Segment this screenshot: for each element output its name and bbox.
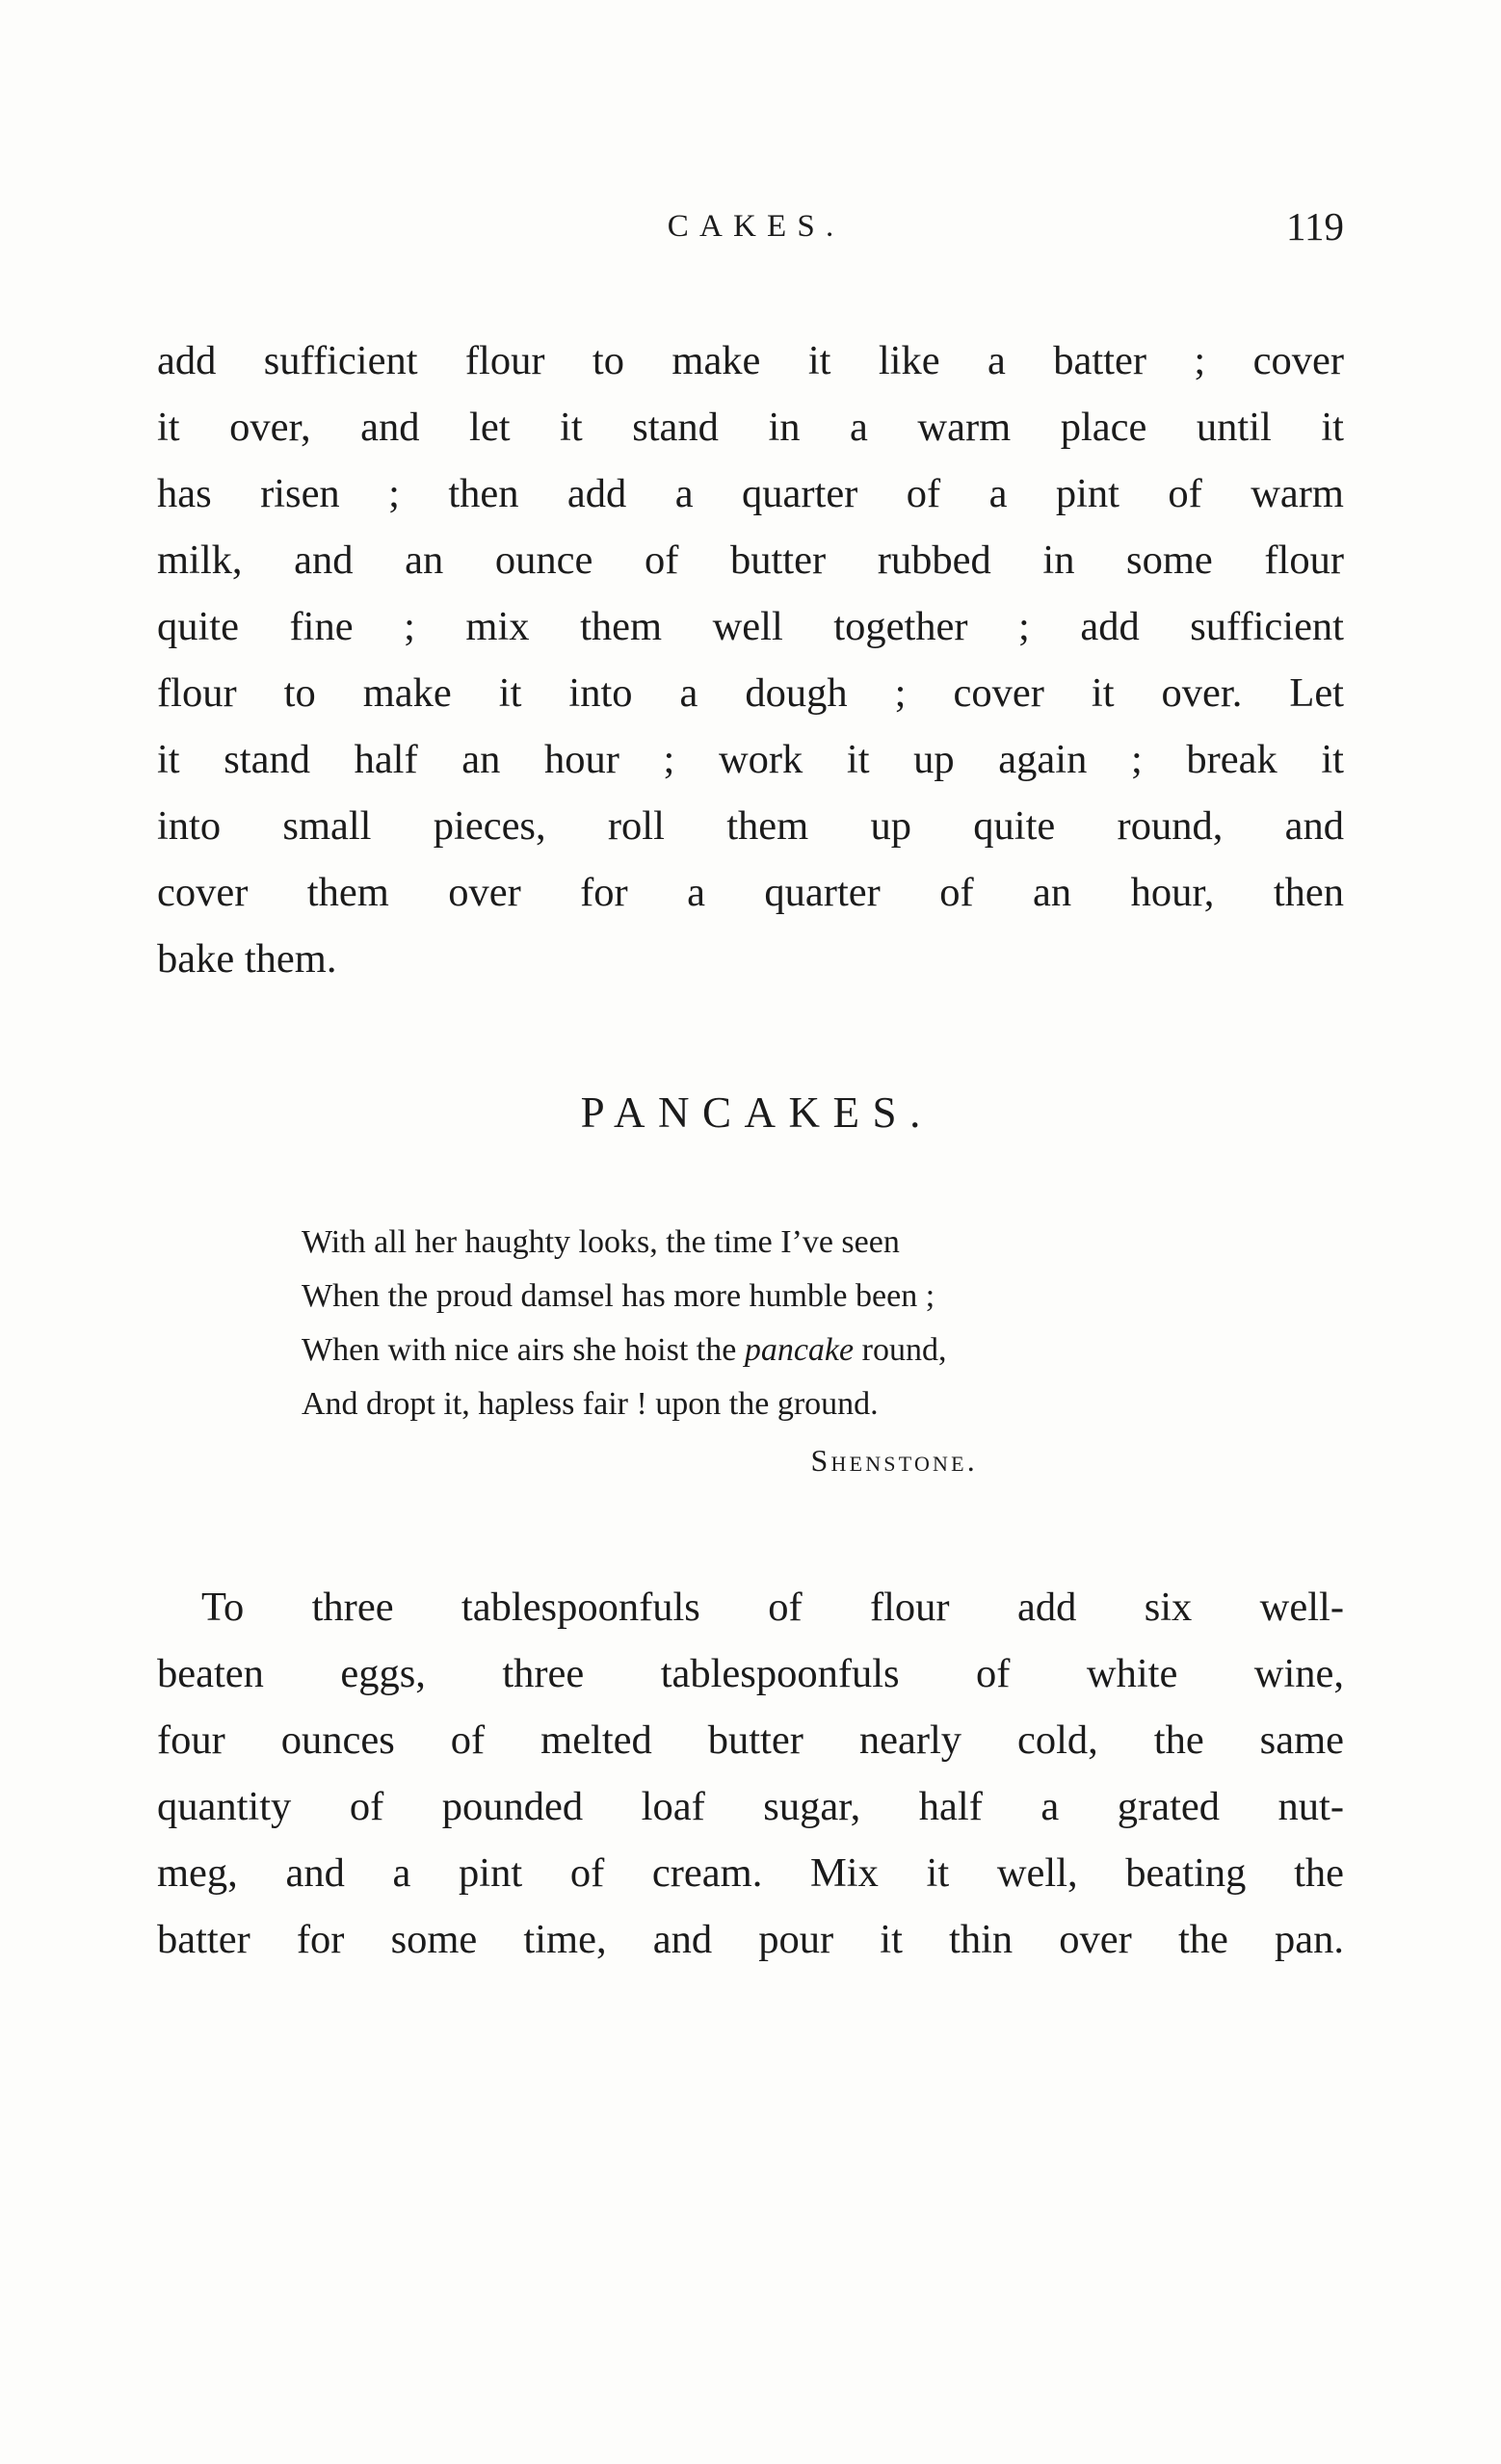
text-line: flour to make it into a dough ; cover it over. Let	[157, 670, 1344, 716]
page-header	[157, 200, 1344, 252]
text-line: cover them over for a quarter of an hour, then	[157, 870, 1344, 915]
text-line: into small pieces, roll them up quite round, and	[157, 803, 1344, 849]
text-line: add sufficient flour to make it like a batter ; cover	[157, 338, 1344, 383]
section-heading: PANCAKES.	[580, 1088, 934, 1137]
text-line: To three tablespoonfuls of flour add six well-	[201, 1585, 1344, 1630]
recipe-paragraph	[157, 1574, 1344, 1973]
text-line: beaten eggs, three tablespoonfuls of white wine,	[157, 1651, 1344, 1696]
text-line: bake them.	[157, 936, 337, 982]
poem-epigraph	[302, 1216, 1344, 1431]
text-line: quite fine ; mix them well together ; add sufficient	[157, 604, 1344, 649]
text-run: When with nice airs she hoist the	[302, 1332, 745, 1368]
poem-attribution: Shenstone.	[810, 1443, 978, 1478]
paragraph-continuation	[157, 328, 1344, 992]
text-line	[302, 1324, 1344, 1377]
text-run: round,	[854, 1332, 947, 1368]
text-line: it over, and let it stand in a warm place until it	[157, 405, 1344, 450]
text-line: batter for some time, and pour it thin over the pan.	[157, 1917, 1344, 1962]
italic-text-run: pancake	[744, 1332, 855, 1368]
text-line: quantity of pounded loaf sugar, half a grated nut-	[157, 1784, 1344, 1829]
text-line: four ounces of melted butter nearly cold, the same	[157, 1717, 1344, 1763]
text-line: And dropt it, hapless fair ! upon the ground.	[302, 1386, 879, 1422]
text-line: it stand half an hour ; work it up again ; break it	[157, 737, 1344, 782]
text-line: milk, and an ounce of butter rubbed in some flour	[157, 537, 1344, 583]
running-title: CAKES.	[667, 209, 845, 244]
text-line: has risen ; then add a quarter of a pint of warm	[157, 471, 1344, 516]
page-number: 119	[1286, 204, 1344, 249]
text-line: When the proud damsel has more humble been ;	[302, 1278, 935, 1314]
page-content	[157, 200, 1344, 1973]
text-line: With all her haughty looks, the time I’ve seen	[302, 1224, 900, 1260]
text-line: meg, and a pint of cream. Mix it well, beating the	[157, 1850, 1344, 1896]
